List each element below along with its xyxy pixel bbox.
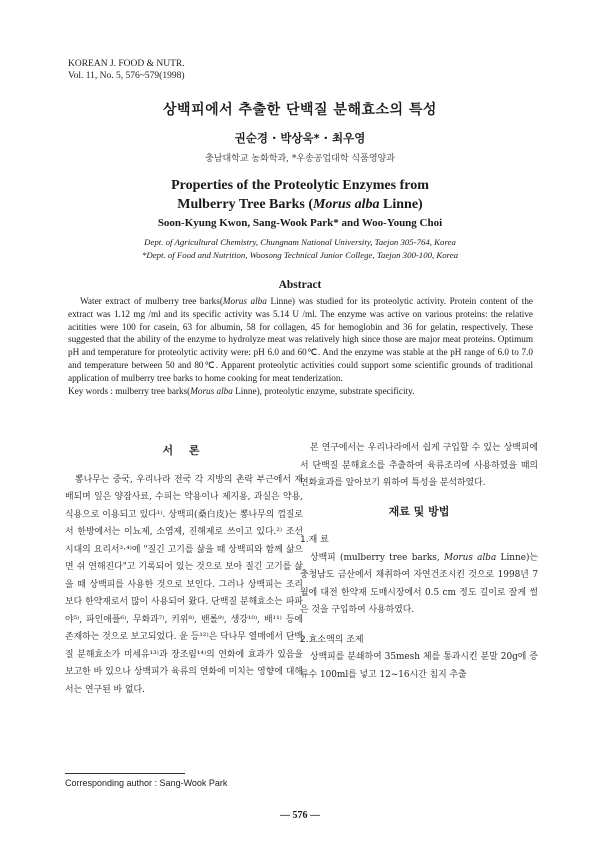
subsection-materials: 1.재 료 (300, 535, 329, 545)
section-heading-methods: 재료 및 방법 (388, 504, 450, 518)
abstract-text: Water extract of mulberry tree barks(Morus alba Linne) was studied for its proteolytic activity. Protein content of the extract was 1.12 mg /ml and its specific activity was 5.14 U /ml. The enzyme was active on various proteins: the relative acitities were 100 for casein, 63 for albumin, 58 for collagen, 45 for hemoglobin and 36 for gelatin, respectively. These suggested that the ability of the enzyme to hydrolyze meat was relatively high since those are major meat proteins. Optimum pH and temperature for proteolytic activity were: pH 6.0 and 60℃. And the enzyme was stable at the pH range of 6.0 to 7.0 and temperature between 50 and 80℃. Apparent proteolytic activities could support some scientific grounds of traditional application of mulberry tree barks to home cooking for meat tenderization. (68, 296, 534, 383)
journal-name: KOREAN J. FOOD & NUTR. (68, 59, 185, 69)
journal-citation (68, 58, 185, 82)
english-title-line1: Properties of the Proteolytic Enzymes from (171, 178, 429, 193)
subsection-enzyme-prep: 2.효소액의 조제 (300, 634, 364, 645)
abstract-body (68, 295, 533, 397)
affiliation-2: *Dept. of Food and Nutrition, Woosong Technical Junior College, Taejon 300-100, Korea (141, 250, 459, 260)
english-title-line2: Mulberry Tree Barks (Morus alba Linne) (177, 197, 423, 212)
corresponding-author-footnote: Corresponding author : Sang-Wook Park (65, 778, 228, 788)
page-number: — 576 — (280, 810, 320, 821)
korean-affiliation: 충남대학교 농화학과, *우송공업대학 식품영양과 (205, 154, 395, 164)
korean-authors: 권순경 · 박상욱* · 최우영 (234, 131, 366, 145)
english-title (0, 176, 600, 214)
english-affiliations (0, 236, 600, 262)
journal-volume: Vol. 11, No. 5, 576~579(1998) (68, 71, 185, 81)
left-column (65, 440, 303, 699)
section-heading-introduction: 서 론 (162, 444, 206, 457)
keywords: Key words : mulberry tree barks(Morus alba Linne), proteolytic enzyme, substrate specificity. (68, 385, 415, 396)
introduction-paragraph-continued: 본 연구에서는 우리나라에서 쉽게 구입할 수 있는 상백피에서 단백질 분해효소를 추출하여 육류조리에 사용하였을 때의 연화효과를 알아보기 위하여 특성을 분석하였다. (300, 443, 538, 488)
korean-title: 상백피에서 추출한 단백질 분해효소의 특성 (163, 102, 437, 118)
right-column (300, 440, 538, 684)
enzyme-prep-paragraph: 상백피를 분쇄하여 35mesh 체를 통과시킨 분말 20g에 증류수 100ml를 넣고 12~16시간 침지 추출 (300, 652, 538, 680)
affiliation-1: Dept. of Agricultural Chemistry, Chungnam National University, Taejon 305-764, Korea (144, 237, 456, 247)
materials-paragraph: 상백피 (mulberry tree barks, Morus alba Linne)는 충청남도 금산에서 채취하여 자연건조시킨 것으로 1998년 7월에 대전 한약재 도매시장에서 0.5 cm 정도 길이로 잘게 썰은 것을 구입하여 사용하였다. (300, 552, 539, 615)
footnote-divider (65, 773, 185, 774)
introduction-paragraph: 뽕나무는 중국, 우리나라 전국 각 지방의 촌락 부근에서 재배되며 잎은 양잠사료, 수피는 약용이나 제지용, 과실은 약용, 식용으로 이용되고 있다¹⁾. 상백피(桑白皮)는 뽕나무의 껍질로서 한방에서는 이뇨제, 소염제, 진해제로 쓰이고 있다.²⁾ 조선시대의 요리서³⋅⁴⁾에 "질긴 고기를 삶을 때 상백피와 함께 삶으면 쉬 연해진다"고 기록되어 있는 것으로 보아 질긴 고기를 삶을 때 상백피를 사용한 것으로 보인다. 그러나 상백피는 조리보다 한약재로서 많이 사용되어 왔다. 단백질 분해효소는 파파야⁵⁾, 파인애플⁶⁾, 무화과⁷⁾, 키위⁸⁾, 밴롤⁹⁾, 생강¹⁰⁾, 배¹¹⁾ 등에 존재하는 것으로 보고되었다. 윤 등¹²⁾은 닥나무 열매에서 단백질 분해효소가 미세유¹³⁾과 장조림¹⁴⁾의 연화에 효과가 있음을 보고한 바 있으나 상백피가 육류의 연화에 미치는 영향에 대해서는 연구된 바 없다. (65, 474, 303, 695)
abstract-heading: Abstract (278, 279, 322, 291)
english-authors: Soon-Kyung Kwon, Sang-Wook Park* and Woo-Young Choi (157, 217, 443, 229)
